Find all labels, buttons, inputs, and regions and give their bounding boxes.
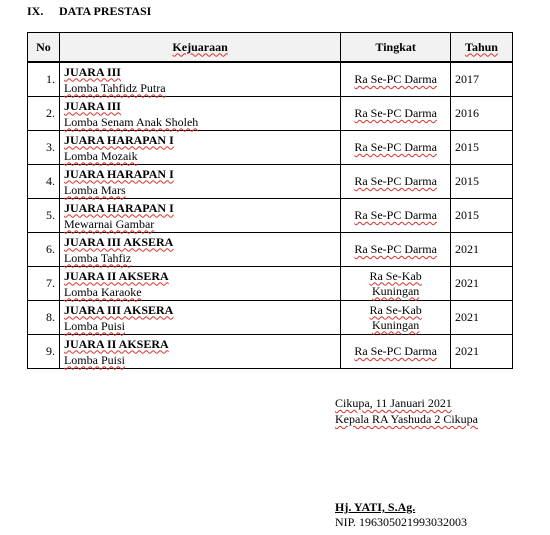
row-tingkat-line1: Ra Se-PC Darma: [354, 174, 437, 188]
row-subtitle: Mewarnai Gambar: [63, 216, 155, 231]
row-subtitle: Lomba Mozaik: [63, 148, 138, 163]
row-number: 6.: [28, 233, 60, 267]
row-number: 1.: [28, 62, 60, 97]
row-kejuaraan: [59, 301, 340, 335]
row-kejuaraan: [59, 199, 340, 233]
row-tingkat-line1: Ra Se-PC Darma: [354, 140, 437, 154]
row-tingkat: [341, 335, 451, 369]
row-tahun: 2021: [451, 267, 513, 301]
row-kejuaraan: [59, 335, 340, 369]
row-tingkat: [341, 62, 451, 97]
header-tahun: Tahun: [451, 33, 513, 63]
row-subtitle: Lomba Tahfiz: [63, 250, 132, 265]
table-row: [28, 233, 513, 267]
table-row: [28, 301, 513, 335]
table-row: [28, 199, 513, 233]
row-subtitle: Lomba Senam Anak Sholeh: [63, 114, 199, 129]
row-tahun: 2016: [451, 97, 513, 131]
row-kejuaraan: [59, 165, 340, 199]
row-title: JUARA III: [63, 98, 121, 113]
row-tahun: 2015: [451, 165, 513, 199]
row-number: 2.: [28, 97, 60, 131]
row-title: JUARA III AKSERA: [63, 302, 174, 317]
table-header-row: [28, 33, 513, 63]
row-tahun: 2015: [451, 199, 513, 233]
row-tahun: 2021: [451, 233, 513, 267]
achievement-table: [27, 32, 513, 369]
row-title: JUARA HARAPAN I: [63, 132, 174, 147]
row-title: JUARA HARAPAN I: [63, 200, 174, 215]
row-kejuaraan: [59, 131, 340, 165]
row-title: JUARA II AKSERA: [63, 336, 169, 351]
row-tingkat-line1: Ra Se-PC Darma: [354, 106, 437, 120]
signature-place-date: Cikupa, 11 Januari 2021: [335, 396, 452, 410]
header-tingkat: Tingkat: [341, 33, 451, 63]
table-row: [28, 267, 513, 301]
row-tahun: 2015: [451, 131, 513, 165]
row-tingkat-line1: Ra Se-Kab: [369, 302, 422, 317]
table-row: [28, 97, 513, 131]
section-heading: [27, 4, 151, 19]
row-tingkat-line1: Ra Se-Kab: [369, 268, 422, 283]
row-tingkat: [341, 165, 451, 199]
row-number: 7.: [28, 267, 60, 301]
table-row: [28, 335, 513, 369]
row-number: 3.: [28, 131, 60, 165]
row-number: 5.: [28, 199, 60, 233]
row-subtitle: Lomba Mars: [63, 182, 126, 197]
row-subtitle: Lomba Tahfidz Putra: [63, 80, 166, 95]
row-tingkat: [341, 199, 451, 233]
section-number: IX.: [27, 4, 44, 18]
row-kejuaraan: [59, 97, 340, 131]
row-number: 9.: [28, 335, 60, 369]
row-tahun: 2017: [451, 62, 513, 97]
row-tingkat-line2: Kuningan: [371, 283, 420, 298]
row-tingkat-line1: Ra Se-PC Darma: [354, 72, 437, 86]
row-number: 8.: [28, 301, 60, 335]
row-number: 4.: [28, 165, 60, 199]
table-row: [28, 131, 513, 165]
row-tingkat: [341, 233, 451, 267]
row-kejuaraan: [59, 233, 340, 267]
row-tingkat: [341, 267, 451, 301]
table-row: [28, 62, 513, 97]
signature-nip: NIP. 196305021993032003: [335, 515, 468, 529]
section-title: DATA PRESTASI: [59, 4, 152, 18]
row-kejuaraan: [59, 62, 340, 97]
signature-role: Kepala RA Yashuda 2 Cikupa: [335, 412, 478, 426]
table-row: [28, 165, 513, 199]
header-kejuaraan: Kejuaraan: [59, 33, 340, 63]
row-tingkat: [341, 131, 451, 165]
row-kejuaraan: [59, 267, 340, 301]
row-tingkat-line1: Ra Se-PC Darma: [354, 344, 437, 358]
row-tahun: 2021: [451, 301, 513, 335]
row-tingkat-line2: Kuningan: [371, 317, 420, 332]
row-title: JUARA III: [63, 64, 121, 79]
row-title: JUARA HARAPAN I: [63, 166, 174, 181]
row-subtitle: Lomba Puisi: [63, 352, 125, 367]
row-title: JUARA II AKSERA: [63, 268, 169, 283]
row-tingkat: [341, 301, 451, 335]
row-subtitle: Lomba Karaoke: [63, 284, 142, 299]
row-tingkat-line1: Ra Se-PC Darma: [354, 208, 437, 222]
row-title: JUARA III AKSERA: [63, 234, 174, 249]
row-tingkat: [341, 97, 451, 131]
signature-name: Hj. YATI, S.Ag.: [335, 500, 416, 514]
header-no: No: [28, 33, 60, 63]
row-tahun: 2021: [451, 335, 513, 369]
row-tingkat-line1: Ra Se-PC Darma: [354, 242, 437, 256]
row-subtitle: Lomba Puisi: [63, 318, 125, 333]
